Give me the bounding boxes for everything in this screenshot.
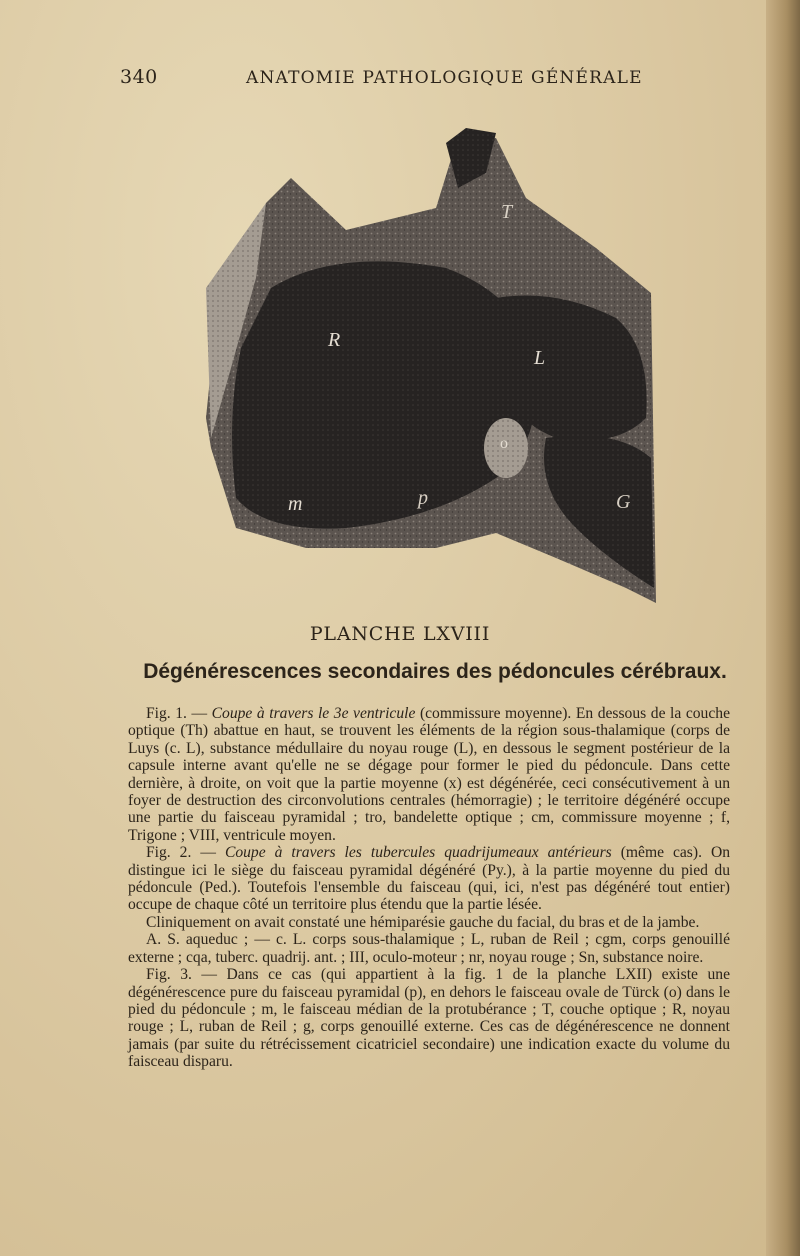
running-title: ANATOMIE PATHOLOGIQUE GÉNÉRALE (246, 68, 643, 88)
fig3-paragraph: Fig. 3. — Dans ce cas (qui appartient à la fig. 1 de la planche LXII) existe une dégénérescence pure du faisceau pyramidal (p), en dehors le faisceau ovale de Türck (o) dans le pied du pédoncule ; m, le faisceau médian de la protubérance ; T, couche optique ; R, noyau rouge ; L, ruban de Reil ; g, corps genouillé externe. Ces cas de dégénérescence ne donnent jamais (par suite du rétrécissement cicatriciel secondaire) une indication exacte du volume du faisceau disparu. (128, 966, 730, 1071)
plate-label: PLANCHE LXVIII (309, 623, 491, 645)
label-G: G (616, 491, 631, 513)
anatomical-section-figure (196, 118, 658, 608)
clinical-paragraph: Cliniquement on avait constaté une hémiparésie gauche du facial, du bras et de la jambe. (146, 913, 700, 931)
fig1-paragraph (128, 705, 730, 844)
fig2-italic: Coupe à travers les tubercules quadrijumeaux antérieurs (224, 844, 612, 862)
page-number: 340 (120, 66, 158, 88)
fig1-text: (commissure moyenne). En dessous de la couche optique (Th) abattue en haut, se trouvent les éléments de la région sous-thalamique (corps de Luys (c. L), substance médullaire du noyau rouge (L), en dessous le segment postérieur de la capsule interne avant qu'elle ne se dégage pour former le pied du pédoncule. Dans cette dernière, à droite, on voit que la partie moyenne (x) est dégénérée, ceci consécutivement à un foyer de destruction des circonvolutions centrales (hémorragie) ; le territoire dégénéré occupe une partie du faisceau pyramidal ; tro, bandelette optique ; cm, commissure moyenne ; f, Trigone ; VIII, ventricule moyen. (128, 705, 730, 844)
plate-title: Dégénérescences secondaires des pédoncules cérébraux. (143, 660, 727, 683)
label-m: m (288, 493, 303, 515)
label-p: p (418, 487, 428, 509)
fig2-heading: Fig. 2. — (146, 844, 225, 862)
plate-description (128, 705, 730, 1071)
fig1-italic: Coupe à travers le 3e ventricule (211, 705, 416, 722)
legend-paragraph: A. S. aqueduc ; — c. L. corps sous-thalamique ; L, ruban de Reil ; cgm, corps genouillé externe ; cqa, tuberc. quadrij. ant. ; III, oculo-moteur ; nr, noyau rouge ; Sn, substance noire. (128, 931, 730, 966)
label-T: T (501, 201, 513, 223)
page-header (120, 66, 720, 96)
fig2-text: (même cas). On distingue ici le siège du faisceau pyramidal dégénéré (Py.), à la partie moyenne du pied du pédoncule (Ped.). Toutefois l'ensemble du faisceau (qui, ici, n'est pas dégénéré tout entier) occupe de chaque côté un territoire plus étendu que la partie lésée. (128, 844, 731, 914)
label-L: L (534, 347, 546, 369)
label-o: o (500, 435, 508, 452)
label-R: R (328, 329, 341, 351)
fig1-heading: Fig. 1. — (146, 705, 212, 722)
fig2-paragraph (128, 844, 730, 914)
brain-section-illustration (196, 118, 658, 608)
